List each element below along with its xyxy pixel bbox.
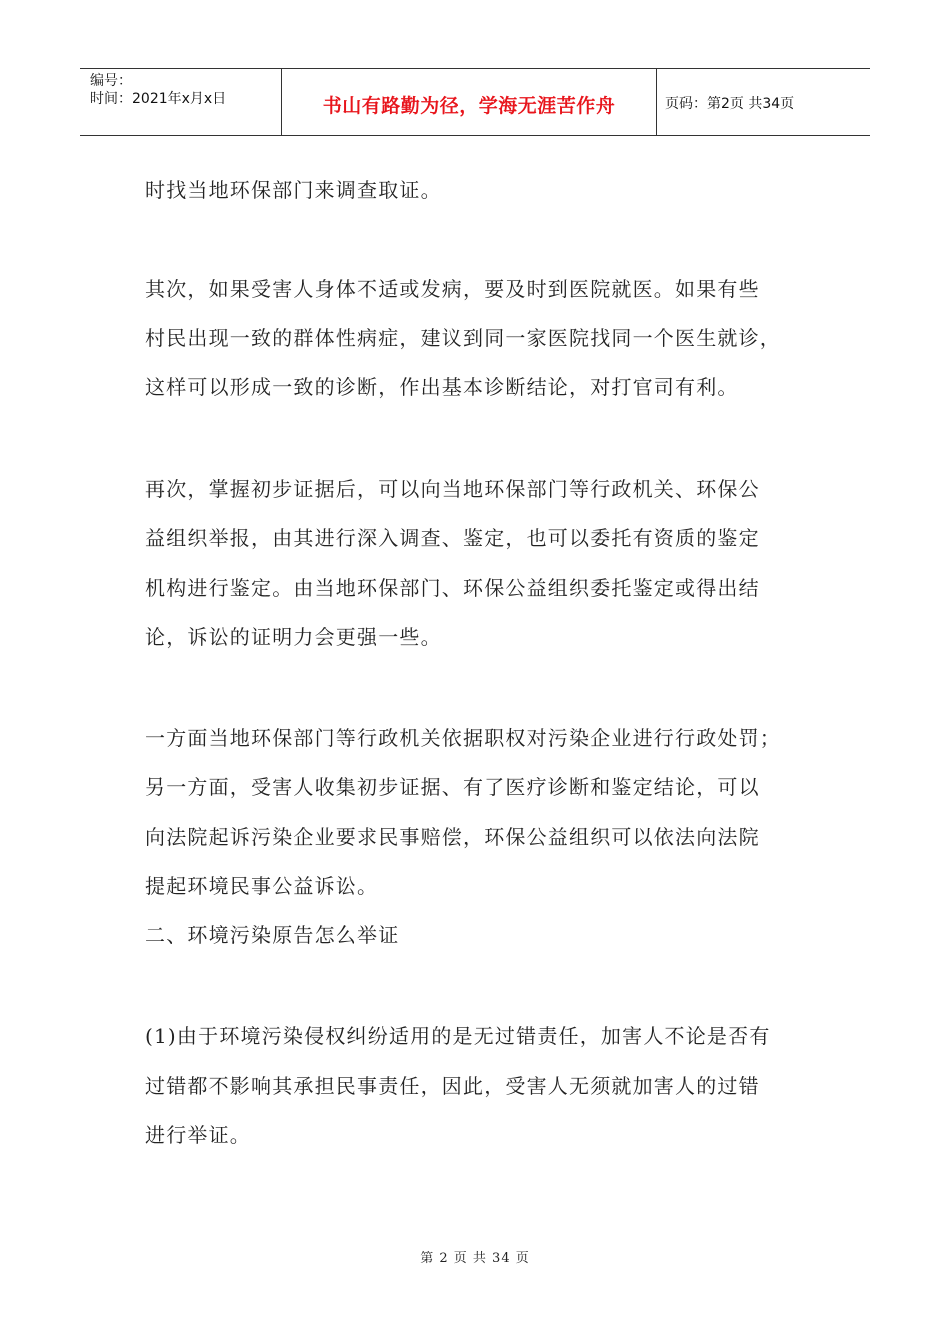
section-heading: 二、环境污染原告怎么举证 <box>145 923 400 947</box>
body-line: 这样可以形成一致的诊断，作出基本诊断结论，对打官司有利。 <box>145 375 739 399</box>
body-line: 机构进行鉴定。由当地环保部门、环保公益组织委托鉴定或得出结 <box>145 576 760 600</box>
page-footer: 第 2 页 共 34 页 <box>420 1251 530 1266</box>
header-meta-cell <box>80 69 282 135</box>
body-line: 过错都不影响其承担民事责任，因此，受害人无须就加害人的过错 <box>145 1074 760 1098</box>
body-line: 一方面当地环保部门等行政机关依据职权对污染企业进行行政处罚； <box>145 726 781 750</box>
body-line: 另一方面，受害人收集初步证据、有了医疗诊断和鉴定结论，可以 <box>145 775 760 799</box>
body-line: 再次，掌握初步证据后，可以向当地环保部门等行政机关、环保公 <box>145 477 760 501</box>
header-motto: 书山有路勤为径，学海无涯苦作舟 <box>322 94 616 117</box>
document-number-label: 编号： <box>90 73 132 89</box>
body-line: 向法院起诉污染企业要求民事赔偿，环保公益组织可以依法向法院 <box>145 825 760 849</box>
header-page-info: 页码：第2页 共34页 <box>665 96 795 112</box>
page-header <box>80 68 870 136</box>
body-line: 提起环境民事公益诉讼。 <box>145 874 379 898</box>
body-line: 进行举证。 <box>145 1123 251 1147</box>
body-line: 论，诉讼的证明力会更强一些。 <box>145 625 442 649</box>
body-line: (1)由于环境污染侵权纠纷适用的是无过错责任，加害人不论是否有 <box>145 1024 771 1048</box>
document-date-label: 时间：2021年x月x日 <box>90 91 227 107</box>
body-line: 村民出现一致的群体性病症，建议到同一家医院找同一个医生就诊， <box>145 326 781 350</box>
header-motto-cell <box>282 69 657 135</box>
body-line: 益组织举报，由其进行深入调查、鉴定，也可以委托有资质的鉴定 <box>145 526 760 550</box>
body-line: 其次，如果受害人身体不适或发病，要及时到医院就医。如果有些 <box>145 277 760 301</box>
body-line: 时找当地环保部门来调查取证。 <box>145 178 442 202</box>
header-page-cell <box>657 69 870 135</box>
